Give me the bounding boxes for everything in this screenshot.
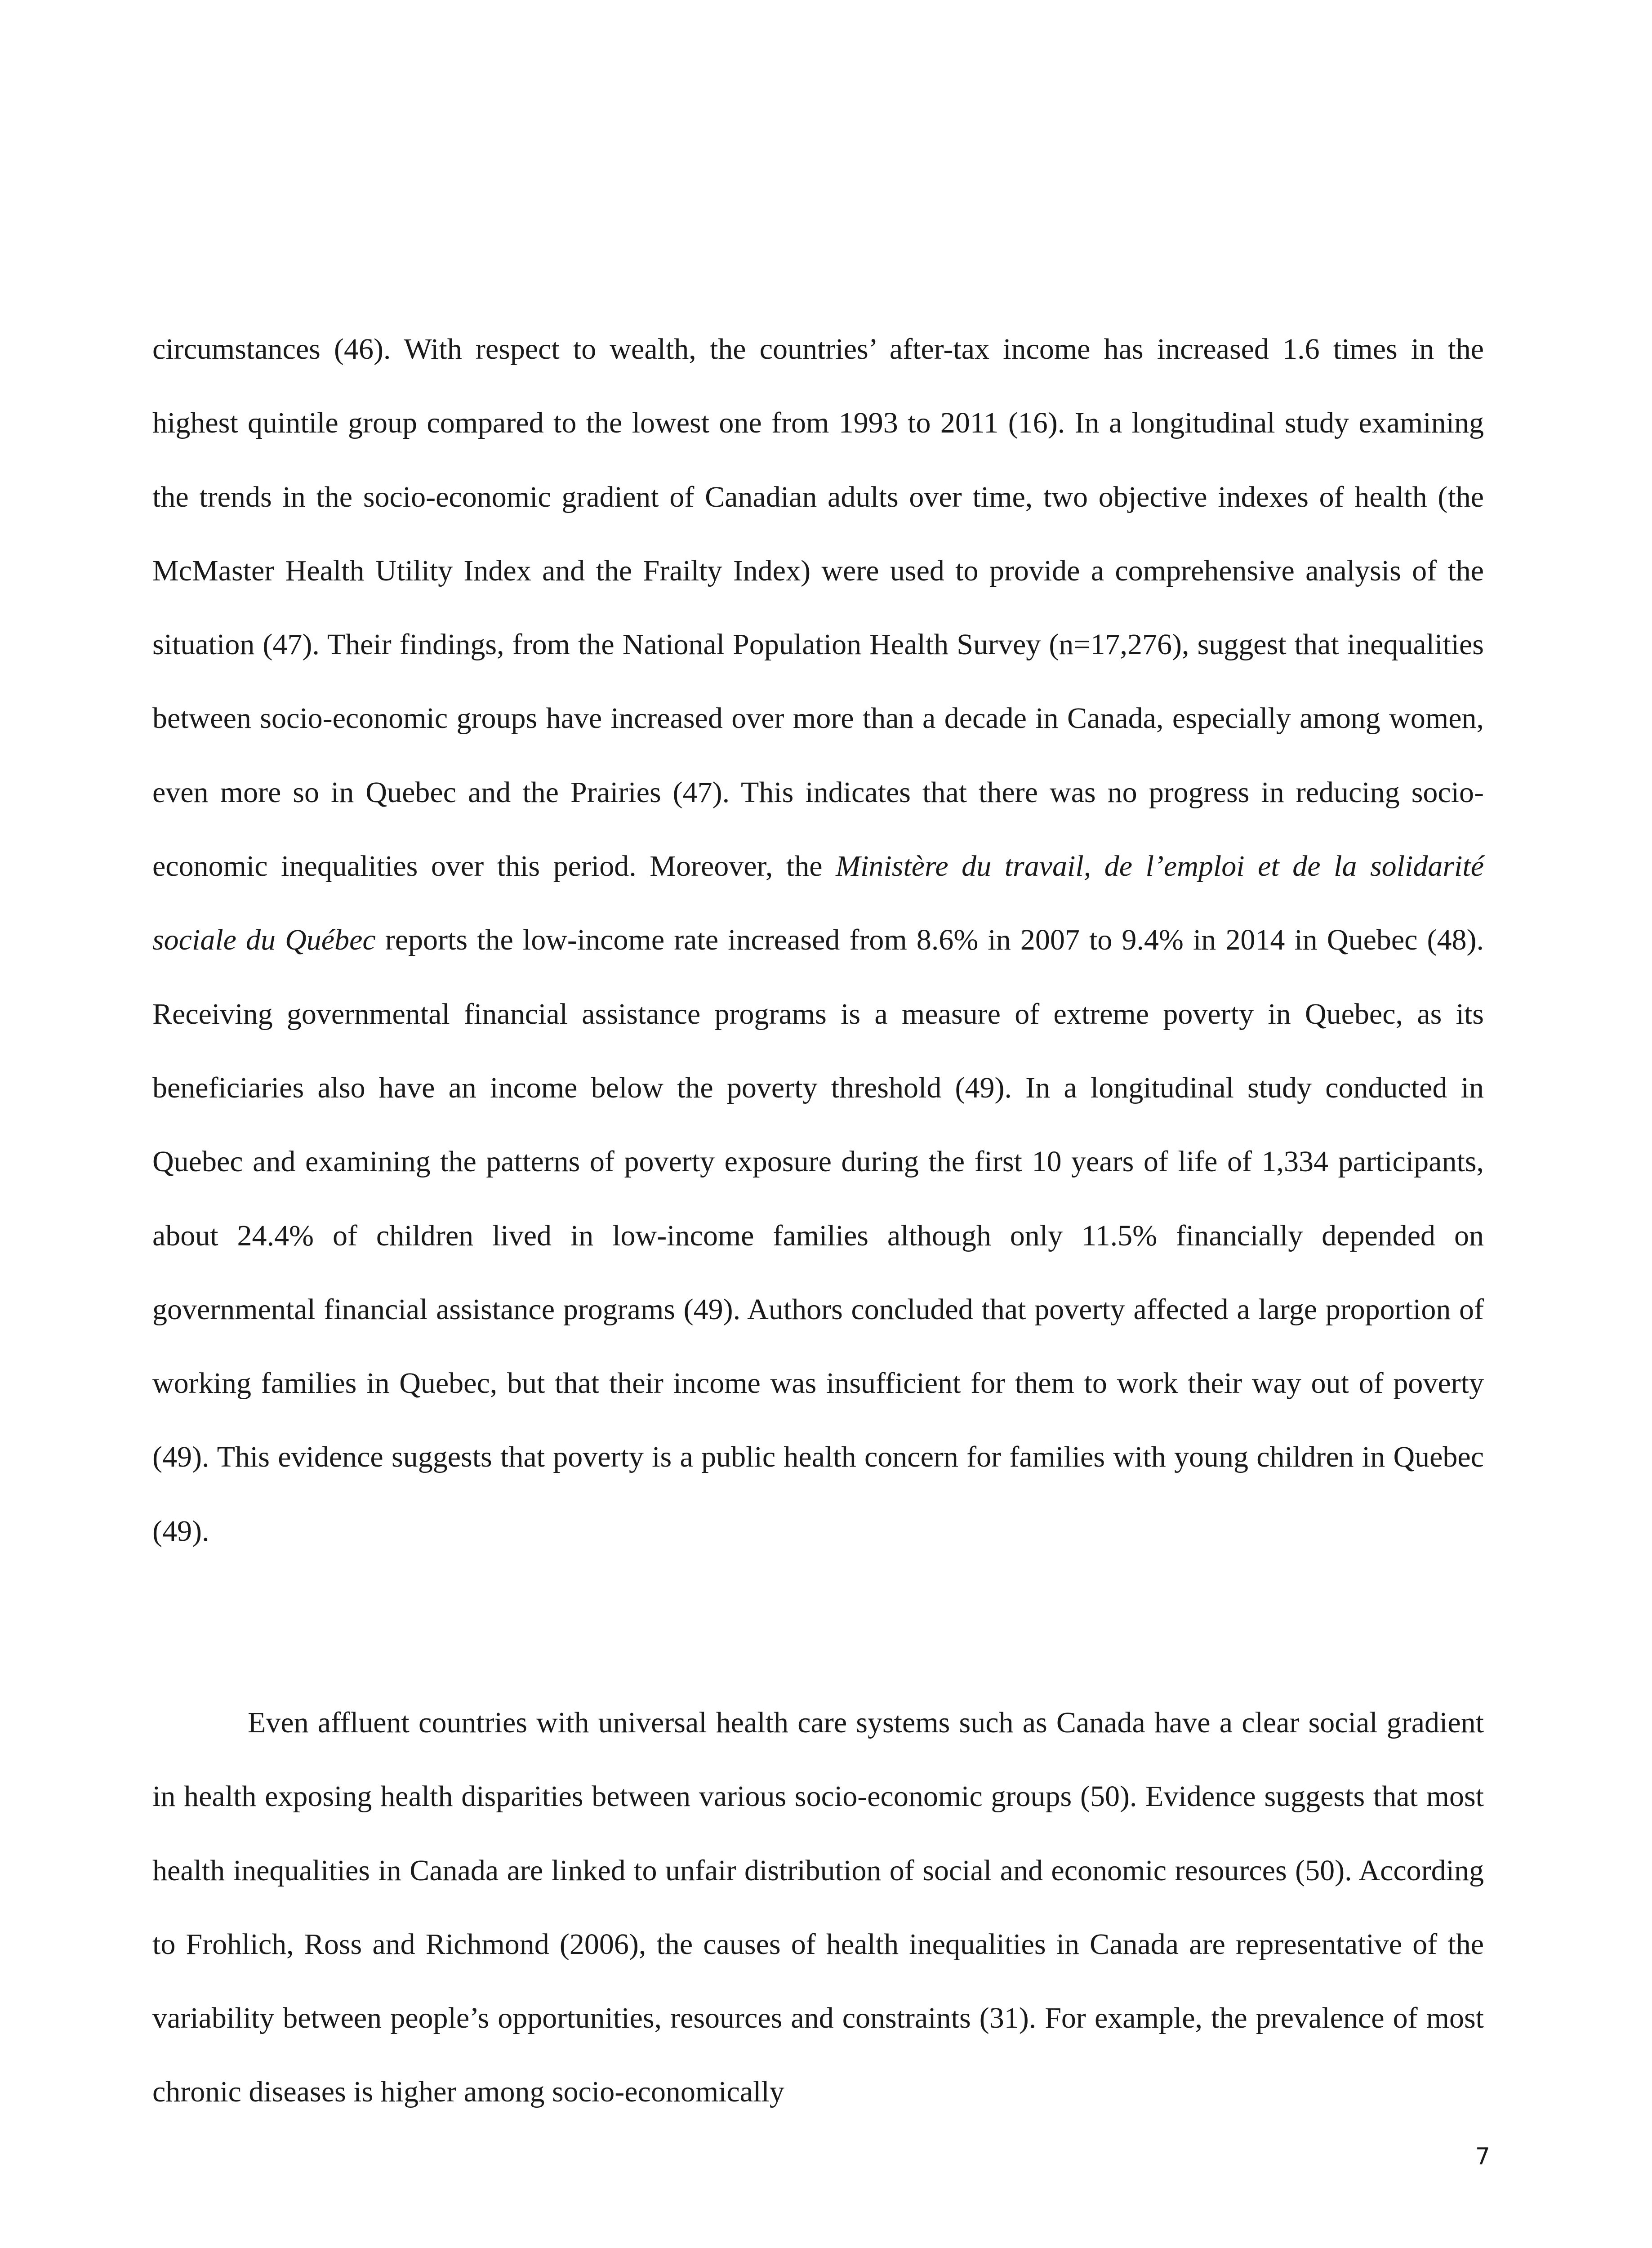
paragraph-1-part-1: circumstances (46). With respect to wealth, the countries’ after-tax income has increased 1.6 times in the highest quintile group compared to the lowest one from 1993 to 2011 (16). In a longitudinal study examining the trends in the socio-economic gradient of Canadian adults over time, two objective indexes of health (the McMaster Health Utility Index and the Frailty Index) were used to provide a comprehensive analysis of the situation (47). Their findings, from the National Population Health Survey (n=17,276), suggest that inequalities between socio-economic groups have increased over more than a decade in Canada, especially among women, even more so in Quebec and the Prairies (47). This indicates that there was no progress in reducing socio-economic inequalities over this period. Moreover, the (152, 333, 1484, 883)
paragraph-1-text (152, 312, 1484, 1568)
paragraph-1-italic-ministry-name: Ministère du travail, de l’emploi et de la solidarité sociale du Québec (152, 850, 1484, 957)
paragraph-1 (152, 312, 1484, 1568)
paragraph-1-part-2: reports the low-income rate increased from 8.6% in 2007 to 9.4% in 2014 in Quebec (48). Receiving governmental financial assistance programs is a measure of extreme poverty in Quebec, as its beneficiaries also have an income below the poverty threshold (49). In a longitudinal study conducted in Quebec and examining the patterns of poverty exposure during the first 10 years of life of 1,334 participants, about 24.4% of children lived in low-income families although only 11.5% financially depended on governmental financial assistance programs (49). Authors concluded that poverty affected a large proportion of working families in Quebec, but that their income was insufficient for them to work their way out of poverty (49). This evidence suggests that poverty is a public health concern for families with young children in Quebec (49). (152, 923, 1484, 1548)
paragraph-2-text: Even affluent countries with universal health care systems such as Canada have a clear social gradient in health exposing health disparities between various socio-economic groups (50). Evidence suggests that most health inequalities in Canada are linked to unfair distribution of social and economic resources (50). According to Frohlich, Ross and Richmond (2006), the causes of health inequalities in Canada are representative of the variability between people’s opportunities, resources and constraints (31). For example, the prevalence of most chronic diseases is higher among socio-economically (152, 1706, 1484, 2109)
paragraph-2 (152, 1686, 1484, 2129)
page-number: 7 (1475, 2143, 1490, 2170)
